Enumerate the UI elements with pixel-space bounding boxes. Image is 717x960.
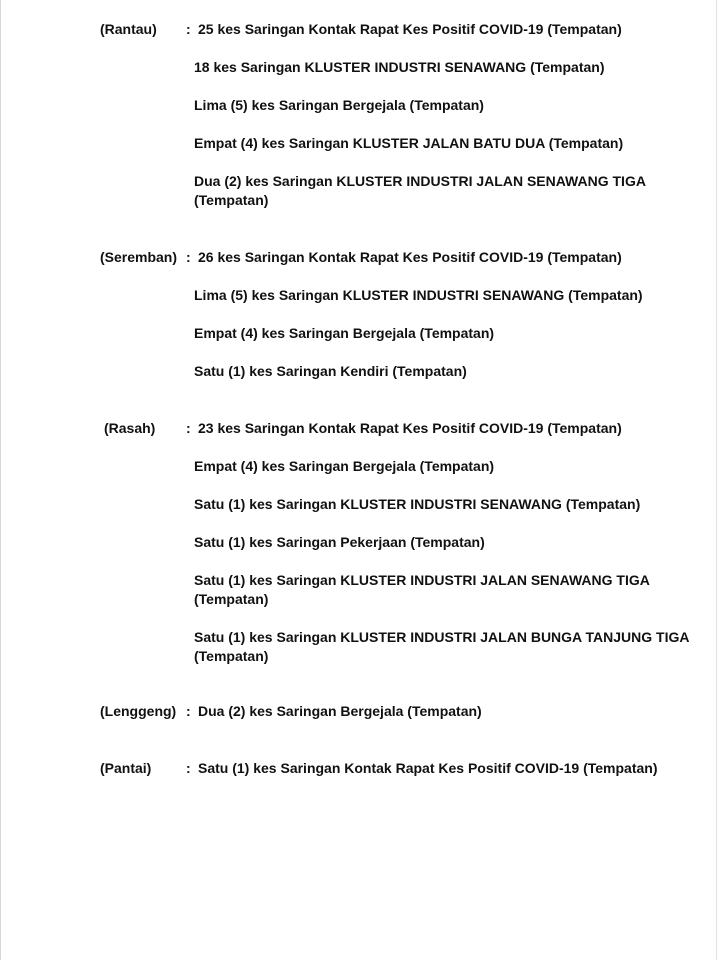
case-entry: Satu (1) kes Saringan KLUSTER INDUSTRI SENAWANG (Tempatan) [194, 496, 641, 512]
case-entry: 18 kes Saringan KLUSTER INDUSTRI SENAWANG (Tempatan) [194, 59, 605, 75]
colon-separator: : [186, 21, 191, 37]
district-label: (Rasah) [104, 420, 156, 436]
district-label: (Lenggeng) [100, 703, 177, 719]
colon-separator: : [186, 760, 191, 776]
case-entry: 25 kes Saringan Kontak Rapat Kes Positif COVID-19 (Tempatan) [198, 21, 622, 37]
case-entry: Lima (5) kes Saringan KLUSTER INDUSTRI SENAWANG (Tempatan) [194, 287, 643, 303]
case-entry: Satu (1) kes Saringan KLUSTER INDUSTRI JALAN SENAWANG TIGA (Tempatan) [194, 572, 650, 607]
district-label: (Pantai) [100, 760, 152, 776]
colon-separator: : [186, 703, 191, 719]
case-entry: Satu (1) kes Saringan Kontak Rapat Kes Positif COVID-19 (Tempatan) [198, 760, 658, 776]
case-entry: Satu (1) kes Saringan Kendiri (Tempatan) [194, 363, 467, 379]
colon-separator: : [186, 249, 191, 265]
case-entry: Empat (4) kes Saringan Bergejala (Tempatan) [194, 325, 495, 341]
district-label: (Seremban) [100, 249, 178, 265]
case-entry: Dua (2) kes Saringan KLUSTER INDUSTRI JALAN SENAWANG TIGA (Tempatan) [194, 173, 646, 208]
case-entry: Lima (5) kes Saringan Bergejala (Tempatan) [194, 97, 484, 113]
case-entry: 23 kes Saringan Kontak Rapat Kes Positif COVID-19 (Tempatan) [198, 420, 622, 436]
case-entry: Satu (1) kes Saringan KLUSTER INDUSTRI JALAN BUNGA TANJUNG TIGA (Tempatan) [194, 629, 689, 664]
case-entry: Empat (4) kes Saringan Bergejala (Tempatan) [194, 458, 495, 474]
case-entry: Empat (4) kes Saringan KLUSTER JALAN BATU DUA (Tempatan) [194, 135, 624, 151]
case-entry: Satu (1) kes Saringan Pekerjaan (Tempatan) [194, 534, 485, 550]
case-entry: 26 kes Saringan Kontak Rapat Kes Positif COVID-19 (Tempatan) [198, 249, 622, 265]
district-label: (Rantau) [100, 21, 157, 37]
case-entry: Dua (2) kes Saringan Bergejala (Tempatan) [198, 703, 482, 719]
colon-separator: : [186, 420, 191, 436]
